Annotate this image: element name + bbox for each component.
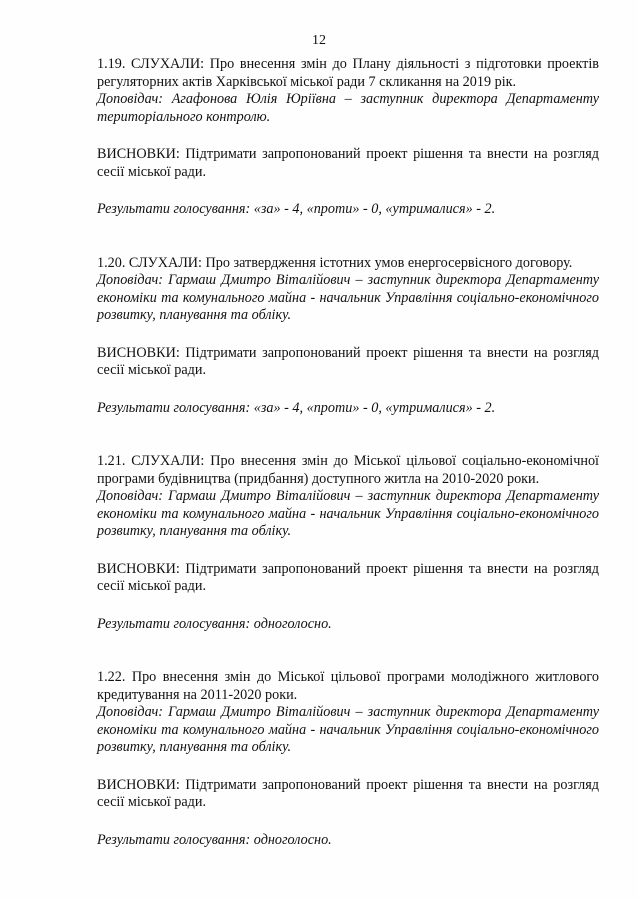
item-heading: 1.19. СЛУХАЛИ: Про внесення змін до Плану діяльності з підготовки проектів регуляторних актів Харківської міської ради 7 скликання на 2019 рік. — [97, 56, 599, 90]
item-heading: 1.22. Про внесення змін до Міської цільової програми молодіжного житлового кредитування на 2011-2020 роки. — [97, 669, 599, 703]
agenda-item-1-19 — [97, 56, 599, 219]
item-vote-result: Результати голосування: одноголосно. — [97, 615, 332, 632]
item-speaker: Доповідач: Гармаш Дмитро Віталійович – заступник директора Департаменту економіки та комунального майна - начальник Управління соціально-економічного розвитку, планування та обліку. — [97, 704, 599, 755]
agenda-item-1-22 — [97, 669, 599, 849]
item-speaker: Доповідач: Гармаш Дмитро Віталійович – заступник директора Департаменту економіки та комунального майна - начальник Управління соціально-економічного розвитку, планування та обліку. — [97, 272, 599, 323]
agenda-item-1-20 — [97, 255, 599, 418]
agenda-item-1-21 — [97, 453, 599, 633]
item-vote-result: Результати голосування: одноголосно. — [97, 831, 332, 848]
item-conclusion: ВИСНОВКИ: Підтримати запропонований проект рішення та внести на розгляд сесії міської ради. — [97, 344, 599, 378]
item-speaker: Доповідач: Агафонова Юлія Юріївна – заступник директора Департаменту територіального контролю. — [97, 91, 599, 125]
minutes-body — [97, 56, 599, 849]
item-heading: 1.20. СЛУХАЛИ: Про затвердження істотних умов енергосервісного договору. — [97, 254, 573, 271]
item-vote-result: Результати голосування: «за» - 4, «проти» - 0, «утрималися» - 2. — [97, 399, 496, 416]
item-heading: 1.21. СЛУХАЛИ: Про внесення змін до Міської цільової соціально-економічної програми будівництва (придбання) доступного житла на 2010-2020 роки. — [97, 453, 599, 487]
item-conclusion: ВИСНОВКИ: Підтримати запропонований проект рішення та внести на розгляд сесії міської ради. — [97, 560, 599, 594]
item-conclusion: ВИСНОВКИ: Підтримати запропонований проект рішення та внести на розгляд сесії міської ради. — [97, 776, 599, 810]
item-vote-result: Результати голосування: «за» - 4, «проти» - 0, «утрималися» - 2. — [97, 201, 496, 217]
item-speaker: Доповідач: Гармаш Дмитро Віталійович – заступник директора Департаменту економіки та комунального майна - начальник Управління соціально-економічного розвитку, планування та обліку. — [97, 488, 599, 539]
item-conclusion: ВИСНОВКИ: Підтримати запропонований проект рішення та внести на розгляд сесії міської ради. — [97, 146, 599, 180]
page-number: 12 — [312, 33, 326, 48]
